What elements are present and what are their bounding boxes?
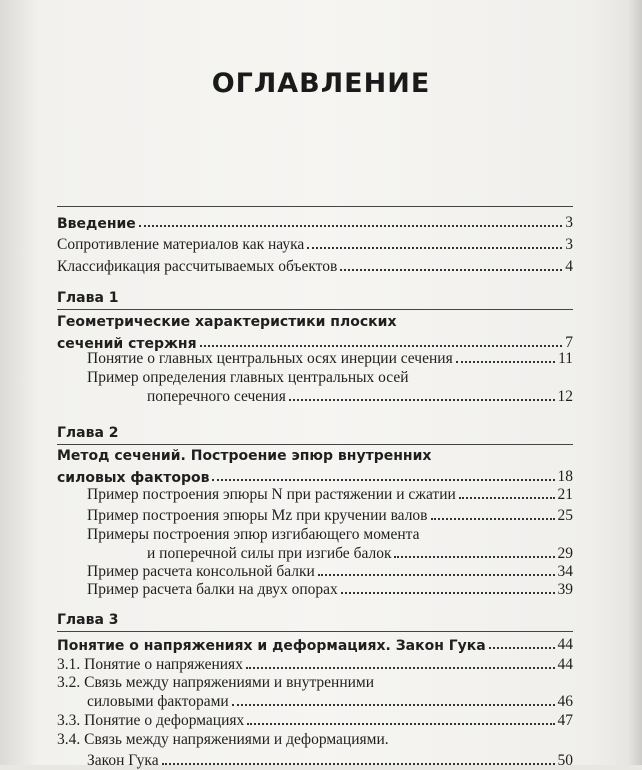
toc-entry-page: 3 [565,236,573,253]
toc-entry-label: Введение [57,216,136,232]
toc-entry-line[interactable]: 3.4. Связь между напряжениями и деформациями. [57,731,389,748]
toc-entry-page: 47 [557,712,573,729]
toc-entry[interactable] [57,708,573,730]
toc-entry-line[interactable]: Примеры построения эпюр изгибающего момента [87,526,420,543]
toc-entry-label: Закон Гука [87,752,159,769]
leader-dots [318,574,555,576]
leader-dots [307,247,562,249]
leader-dots [456,361,555,363]
toc-entry-label: сечений стержня [57,336,197,352]
toc-entry-label: Пример построения эпюры N при растяжении и сжатии [87,486,456,503]
toc-entry-page: 3 [565,214,573,231]
toc-entry-label: Пример построения эпюры Mz при кручении валов [87,507,428,524]
leader-dots [246,667,555,669]
leader-dots [459,497,555,499]
chapter-heading: Глава 3 [57,612,119,628]
toc-entry-label: 3.1. Понятие о напряжениях [57,656,243,673]
toc-entry[interactable] [57,232,573,254]
toc-entry-page: 34 [557,563,573,580]
toc-entry[interactable] [57,254,573,276]
toc-entry-label: и поперечной силы при изгибе балок [147,545,392,562]
toc-entry-label: Понятие о напряжениях и деформациях. Закон Гука [57,638,486,654]
toc-entry-label: силовых факторов [57,470,210,486]
chapter-heading: Глава 2 [57,425,119,441]
leader-dots [340,269,562,271]
toc-entry[interactable] [57,210,573,232]
leader-dots [289,399,555,401]
toc-entry-label: Понятие о главных центральных осях инерции сечения [87,350,453,367]
section-rule [57,206,573,207]
toc-entry[interactable] [87,577,573,599]
toc-entry[interactable] [87,346,573,368]
toc-entry-label: Пример расчета балки на двух опорах [87,581,338,598]
toc-entry-page: 44 [557,636,573,653]
page-gutter-shadow [628,0,642,765]
leader-dots [232,704,555,706]
page-title: ОГЛАВЛЕНИЕ [211,68,431,99]
leader-dots [247,723,554,725]
toc-entry[interactable] [87,503,573,525]
leader-dots [431,518,555,520]
toc-entry-label: силовыми факторами [87,693,229,710]
leader-dots [341,592,555,594]
toc-entry-page: 25 [557,507,573,524]
chapter-title-line[interactable]: Метод сечений. Построение эпюр внутренних [57,448,432,464]
toc-entry-page: 39 [557,581,573,598]
toc-entry-label: поперечного сечения [147,388,286,405]
toc-entry[interactable] [87,482,573,504]
chapter-heading: Глава 1 [57,290,119,306]
toc-entry-page: 46 [557,693,573,710]
toc-entry-page: 12 [557,388,573,405]
toc-entry[interactable] [87,748,573,770]
toc-entry[interactable] [57,632,573,654]
toc-entry-label: 3.3. Понятие о деформациях [57,712,245,729]
leader-dots [212,479,554,481]
toc-entry-line[interactable]: Пример определения главных центральных осей [87,369,409,386]
chapter-title-line[interactable]: Геометрические характеристики плоских [57,314,397,330]
leader-dots [139,225,562,227]
toc-entry-page: 44 [557,656,573,673]
toc-entry-label: Классификация рассчитываемых объектов [57,258,338,275]
toc-entry-line[interactable]: 3.2. Связь между напряжениями и внутренними [57,674,375,691]
section-rule [57,309,573,310]
toc-entry-page: 50 [557,752,573,769]
toc-entry[interactable] [147,384,573,406]
leader-dots [394,556,554,558]
leader-dots [489,647,555,649]
toc-entry-page: 11 [558,350,573,367]
section-rule [57,444,573,445]
toc-entry[interactable] [57,652,573,674]
toc-entry-page: 29 [557,545,573,562]
toc-entry-page: 4 [565,258,573,275]
toc-entry-page: 7 [565,334,573,351]
toc-entry-label: Пример расчета консольной балки [87,563,315,580]
toc-entry-label: Сопротивление материалов как наука [57,236,305,253]
toc-entry-page: 21 [557,486,573,503]
toc-entry-page: 18 [557,468,573,485]
